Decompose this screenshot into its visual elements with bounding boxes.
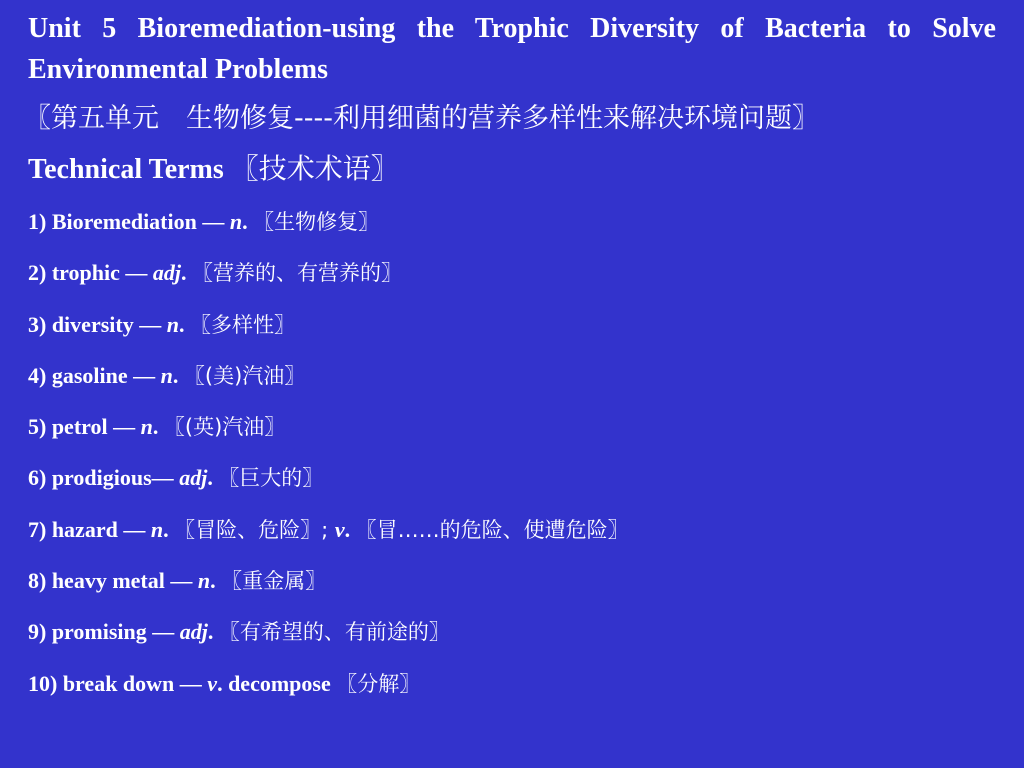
term-lead: 1) Bioremediation —: [28, 209, 230, 234]
term-rest: .: [152, 414, 164, 440]
term-rest: .: [207, 619, 219, 645]
terms-list: [28, 205, 996, 701]
section-heading-chinese: 〖技术术语〗: [230, 152, 399, 185]
term-pos-verb: v: [334, 516, 345, 542]
term-item-9: [28, 615, 996, 649]
term-item-5: [28, 410, 996, 444]
term-chinese: 〖分解〗: [336, 671, 421, 696]
term-chinese: 〖冒险、危险〗;: [174, 517, 335, 542]
term-rest: .: [172, 362, 184, 388]
term-lead: 4) gasoline —: [28, 362, 161, 388]
term-chinese-verb: 〖冒……的危险、使遭危险〗: [355, 517, 629, 542]
term-rest: .: [178, 311, 190, 337]
term-pos: adj: [179, 619, 208, 645]
term-chinese: 〖巨大的〗: [218, 466, 324, 491]
term-chinese: 〖生物修复〗: [253, 210, 380, 234]
term-item-4: [28, 359, 996, 393]
term-lead: 3) diversity —: [28, 311, 167, 337]
term-rest: .: [181, 260, 192, 286]
term-item-6: [28, 461, 996, 495]
term-pos: n: [229, 209, 243, 234]
term-rest: .: [210, 568, 222, 594]
term-pos: n: [160, 362, 173, 388]
term-pos: n: [150, 516, 164, 542]
term-pos: adj: [152, 260, 181, 286]
term-lead: 6) prodigious—: [28, 465, 180, 491]
term-lead: 9) promising —: [28, 619, 180, 645]
term-item-3: [28, 308, 996, 342]
term-chinese: 〖(美)汽油〗: [183, 363, 306, 388]
term-item-1: [28, 205, 996, 239]
term-rest: . decompose: [217, 670, 337, 696]
term-rest: .: [242, 209, 254, 234]
section-heading-label: Technical Terms: [28, 154, 224, 185]
term-chinese: 〖(英)汽油〗: [163, 415, 286, 440]
term-chinese: 〖重金属〗: [221, 569, 327, 594]
term-pos: n: [197, 568, 211, 594]
term-lead: 5) petrol —: [28, 414, 141, 440]
term-rest: .: [163, 516, 175, 542]
term-pos: n: [166, 311, 179, 337]
term-pos: v: [207, 670, 218, 696]
term-rest: .: [207, 465, 219, 491]
term-chinese: 〖多样性〗: [189, 312, 295, 337]
term-item-8: [28, 564, 996, 598]
term-lead: 2) trophic —: [28, 260, 153, 286]
term-item-10: [28, 667, 996, 701]
term-lead: 8) heavy metal —: [28, 568, 198, 594]
term-lead: 7) hazard —: [28, 516, 151, 542]
section-heading: [28, 152, 996, 187]
term-item-7: [28, 513, 996, 547]
slide-title: Unit 5 Bioremediation-using the Trophic Diversity of Bacteria to Solve Environmental Problems: [28, 13, 996, 85]
term-pos: n: [140, 414, 153, 440]
term-item-2: [28, 256, 996, 290]
slide-content: [24, 8, 996, 718]
term-chinese: 〖营养的、有营养的〗: [192, 261, 402, 286]
term-rest-verb: .: [344, 516, 356, 542]
term-lead: 10) break down —: [28, 670, 208, 696]
term-chinese: 〖有希望的、有前途的〗: [218, 620, 450, 645]
term-pos: adj: [179, 465, 208, 491]
slide-title-chinese: 〖第五单元 生物修复----利用细菌的营养多样性来解决环境问题〗: [24, 103, 819, 134]
